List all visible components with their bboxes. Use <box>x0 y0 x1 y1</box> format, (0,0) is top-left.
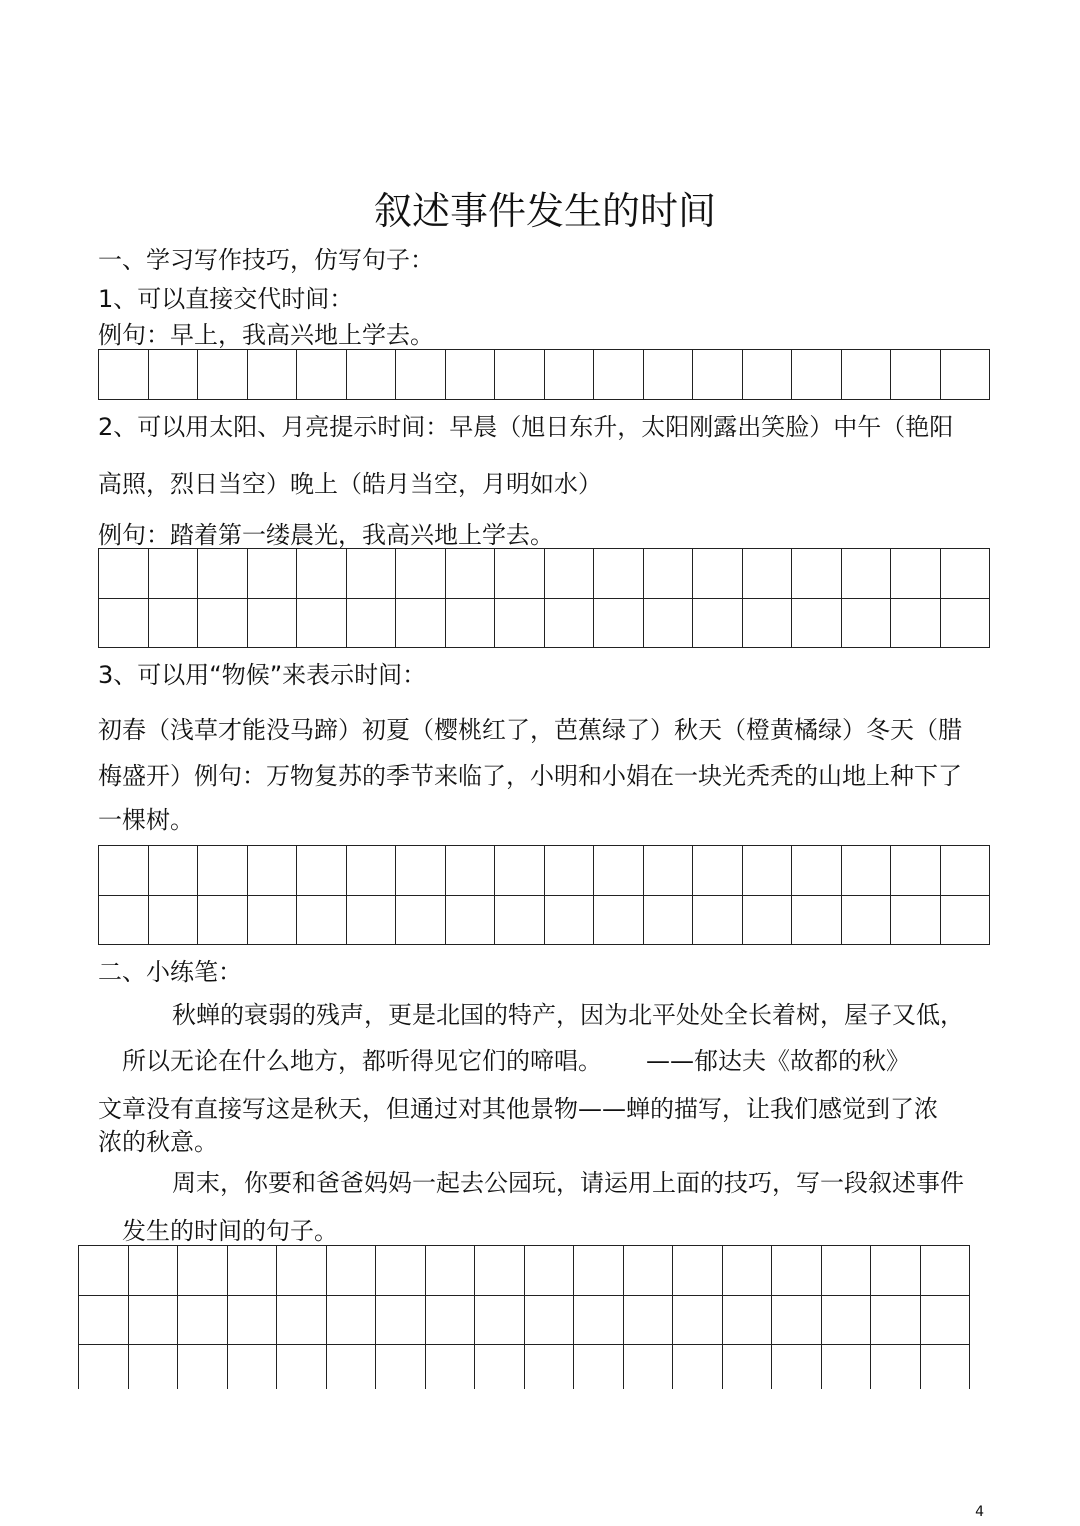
quote-source: ——郁达夫《故都的秋》 <box>646 1047 910 1075</box>
grid-cell[interactable] <box>376 1296 426 1346</box>
grid-cell[interactable] <box>495 549 545 599</box>
grid-cell[interactable] <box>792 846 842 896</box>
grid-cell[interactable] <box>347 350 397 400</box>
grid-cell[interactable] <box>228 1296 278 1346</box>
grid-cell[interactable] <box>495 896 545 946</box>
grid-cell[interactable] <box>574 1345 624 1389</box>
writing-grid-4[interactable] <box>78 1245 970 1389</box>
grid-cell[interactable] <box>792 549 842 599</box>
grid-cell[interactable] <box>79 1246 129 1296</box>
grid-cell[interactable] <box>693 846 743 896</box>
grid-cell[interactable] <box>644 549 694 599</box>
grid-cell[interactable] <box>129 1296 179 1346</box>
grid-cell[interactable] <box>545 350 595 400</box>
grid-cell[interactable] <box>327 1345 377 1389</box>
page-title: 叙述事件发生的时间 <box>373 189 716 233</box>
writing-grid-3[interactable] <box>98 845 990 945</box>
grid-cell[interactable] <box>822 1246 872 1296</box>
grid-cell[interactable] <box>871 1345 921 1389</box>
grid-cell[interactable] <box>891 846 941 896</box>
grid-cell[interactable] <box>347 599 397 649</box>
grid-cell[interactable] <box>723 1345 773 1389</box>
grid-cell[interactable] <box>891 549 941 599</box>
item1-label: 1、可以直接交代时间： <box>98 285 354 313</box>
grid-cell[interactable] <box>99 846 149 896</box>
grid-cell[interactable] <box>426 1345 476 1389</box>
grid-cell[interactable] <box>574 1296 624 1346</box>
grid-cell[interactable] <box>545 599 595 649</box>
grid-cell[interactable] <box>525 1296 575 1346</box>
grid-cell[interactable] <box>624 1345 674 1389</box>
grid-cell[interactable] <box>495 350 545 400</box>
grid-cell[interactable] <box>792 599 842 649</box>
section1-heading: 一、学习写作技巧，仿写句子： <box>98 246 434 274</box>
grid-cell[interactable] <box>772 1296 822 1346</box>
grid-cell[interactable] <box>842 549 892 599</box>
grid-cell[interactable] <box>347 896 397 946</box>
item3-text-line1: 初春（浅草才能没马蹄）初夏（樱桃红了，芭蕉绿了）秋天（橙黄橘绿）冬天（腊 <box>98 716 962 744</box>
grid-cell[interactable] <box>941 549 991 599</box>
item2-example: 例句：踏着第一缕晨光，我高兴地上学去。 <box>98 521 554 549</box>
grid-cell[interactable] <box>792 350 842 400</box>
grid-cell[interactable] <box>248 549 298 599</box>
grid-cell[interactable] <box>376 1246 426 1296</box>
grid-cell[interactable] <box>198 350 248 400</box>
grid-cell[interactable] <box>178 1296 228 1346</box>
grid-cell[interactable] <box>297 896 347 946</box>
item3-text-line3: 一棵树。 <box>98 806 194 834</box>
quote-line1: 秋蝉的衰弱的残声，更是北国的特产，因为北平处处全长着树，屋子又低， <box>172 1001 964 1029</box>
grid-cell[interactable] <box>842 846 892 896</box>
grid-cell[interactable] <box>446 599 496 649</box>
grid-cell[interactable] <box>297 599 347 649</box>
grid-cell[interactable] <box>545 549 595 599</box>
grid-cell[interactable] <box>495 846 545 896</box>
grid-cell[interactable] <box>891 599 941 649</box>
grid-cell[interactable] <box>248 350 298 400</box>
item2-label-line2: 高照，烈日当空）晚上（皓月当空，月明如水） <box>98 470 602 498</box>
grid-cell[interactable] <box>396 549 446 599</box>
grid-cell[interactable] <box>743 896 793 946</box>
grid-cell[interactable] <box>842 896 892 946</box>
grid-cell[interactable] <box>624 1296 674 1346</box>
grid-cell[interactable] <box>178 1345 228 1389</box>
grid-cell[interactable] <box>248 896 298 946</box>
grid-cell[interactable] <box>99 549 149 599</box>
grid-cell[interactable] <box>644 846 694 896</box>
grid-cell[interactable] <box>396 896 446 946</box>
grid-cell[interactable] <box>277 1296 327 1346</box>
grid-cell[interactable] <box>772 1246 822 1296</box>
grid-cell[interactable] <box>842 350 892 400</box>
grid-cell[interactable] <box>574 1246 624 1296</box>
writing-grid-1[interactable] <box>98 349 990 400</box>
grid-cell[interactable] <box>426 1296 476 1346</box>
grid-cell[interactable] <box>297 549 347 599</box>
item3-text-line2: 梅盛开）例句：万物复苏的季节来临了，小明和小娟在一块光秃秃的山地上种下了 <box>98 762 962 790</box>
grid-cell[interactable] <box>941 896 991 946</box>
grid-cell[interactable] <box>228 1345 278 1389</box>
grid-cell[interactable] <box>426 1246 476 1296</box>
grid-cell[interactable] <box>723 1296 773 1346</box>
grid-cell[interactable] <box>198 549 248 599</box>
grid-cell[interactable] <box>178 1246 228 1296</box>
grid-cell[interactable] <box>149 846 199 896</box>
grid-cell[interactable] <box>772 1345 822 1389</box>
grid-cell[interactable] <box>594 846 644 896</box>
grid-cell[interactable] <box>475 1345 525 1389</box>
grid-cell[interactable] <box>149 896 199 946</box>
grid-cell[interactable] <box>891 896 941 946</box>
grid-cell[interactable] <box>198 599 248 649</box>
grid-cell[interactable] <box>842 599 892 649</box>
grid-cell[interactable] <box>99 896 149 946</box>
grid-cell[interactable] <box>376 1345 426 1389</box>
grid-cell[interactable] <box>525 1345 575 1389</box>
grid-cell[interactable] <box>594 896 644 946</box>
grid-cell[interactable] <box>594 350 644 400</box>
grid-cell[interactable] <box>149 350 199 400</box>
grid-cell[interactable] <box>525 1246 575 1296</box>
grid-cell[interactable] <box>871 1246 921 1296</box>
grid-cell[interactable] <box>822 1296 872 1346</box>
writing-grid-2[interactable] <box>98 548 990 648</box>
grid-cell[interactable] <box>941 350 991 400</box>
item1-example: 例句：早上，我高兴地上学去。 <box>98 321 434 349</box>
grid-cell[interactable] <box>941 846 991 896</box>
grid-cell[interactable] <box>228 1246 278 1296</box>
grid-cell[interactable] <box>693 350 743 400</box>
item2-label-line1: 2、可以用太阳、月亮提示时间：早晨（旭日东升，太阳刚露出笑脸）中午（艳阳 <box>98 413 954 441</box>
grid-cell[interactable] <box>248 599 298 649</box>
grid-cell[interactable] <box>693 896 743 946</box>
grid-cell[interactable] <box>743 350 793 400</box>
grid-cell[interactable] <box>594 599 644 649</box>
grid-cell[interactable] <box>644 599 694 649</box>
grid-cell[interactable] <box>495 599 545 649</box>
grid-cell[interactable] <box>327 1246 377 1296</box>
grid-cell[interactable] <box>297 846 347 896</box>
grid-cell[interactable] <box>446 896 496 946</box>
quote-line2: 所以无论在什么地方，都听得见它们的啼唱。 <box>122 1047 602 1075</box>
grid-cell[interactable] <box>673 1296 723 1346</box>
grid-cell[interactable] <box>149 599 199 649</box>
grid-cell[interactable] <box>921 1246 971 1296</box>
grid-cell[interactable] <box>941 599 991 649</box>
grid-cell[interactable] <box>693 599 743 649</box>
grid-cell[interactable] <box>327 1296 377 1346</box>
grid-cell[interactable] <box>129 1345 179 1389</box>
grid-cell[interactable] <box>891 350 941 400</box>
grid-cell[interactable] <box>743 599 793 649</box>
item3-label: 3、可以用“物候”来表示时间： <box>98 661 427 689</box>
grid-cell[interactable] <box>297 350 347 400</box>
grid-cell[interactable] <box>743 549 793 599</box>
grid-cell[interactable] <box>79 1345 129 1389</box>
grid-cell[interactable] <box>822 1345 872 1389</box>
grid-cell[interactable] <box>99 599 149 649</box>
grid-cell[interactable] <box>129 1246 179 1296</box>
grid-cell[interactable] <box>921 1345 971 1389</box>
grid-cell[interactable] <box>149 549 199 599</box>
grid-cell[interactable] <box>475 1246 525 1296</box>
grid-cell[interactable] <box>347 549 397 599</box>
grid-cell[interactable] <box>723 1246 773 1296</box>
grid-cell[interactable] <box>624 1246 674 1296</box>
grid-cell[interactable] <box>693 549 743 599</box>
grid-cell[interactable] <box>277 1345 327 1389</box>
grid-cell[interactable] <box>545 896 595 946</box>
grid-cell[interactable] <box>673 1246 723 1296</box>
grid-cell[interactable] <box>99 350 149 400</box>
section2-heading: 二、小练笔： <box>98 958 242 986</box>
grid-cell[interactable] <box>871 1296 921 1346</box>
grid-cell[interactable] <box>198 846 248 896</box>
task-line1: 周末，你要和爸爸妈妈一起去公园玩，请运用上面的技巧，写一段叙述事件 <box>172 1169 964 1197</box>
grid-cell[interactable] <box>396 846 446 896</box>
grid-cell[interactable] <box>198 896 248 946</box>
analysis-line2: 浓的秋意。 <box>98 1128 218 1156</box>
grid-cell[interactable] <box>79 1296 129 1346</box>
grid-cell[interactable] <box>277 1246 327 1296</box>
grid-cell[interactable] <box>673 1345 723 1389</box>
grid-cell[interactable] <box>396 599 446 649</box>
analysis-line1: 文章没有直接写这是秋天，但通过对其他景物——蝉的描写，让我们感觉到了浓 <box>98 1095 938 1123</box>
grid-cell[interactable] <box>644 896 694 946</box>
grid-cell[interactable] <box>248 846 298 896</box>
grid-cell[interactable] <box>446 549 496 599</box>
grid-cell[interactable] <box>545 846 595 896</box>
grid-cell[interactable] <box>347 846 397 896</box>
task-line2: 发生的时间的句子。 <box>122 1217 338 1245</box>
grid-cell[interactable] <box>446 846 496 896</box>
grid-cell[interactable] <box>396 350 446 400</box>
grid-cell[interactable] <box>792 896 842 946</box>
grid-cell[interactable] <box>644 350 694 400</box>
grid-cell[interactable] <box>475 1296 525 1346</box>
grid-cell[interactable] <box>594 549 644 599</box>
grid-cell[interactable] <box>446 350 496 400</box>
grid-cell[interactable] <box>921 1296 971 1346</box>
page-number: 4 <box>975 1504 984 1520</box>
grid-cell[interactable] <box>743 846 793 896</box>
